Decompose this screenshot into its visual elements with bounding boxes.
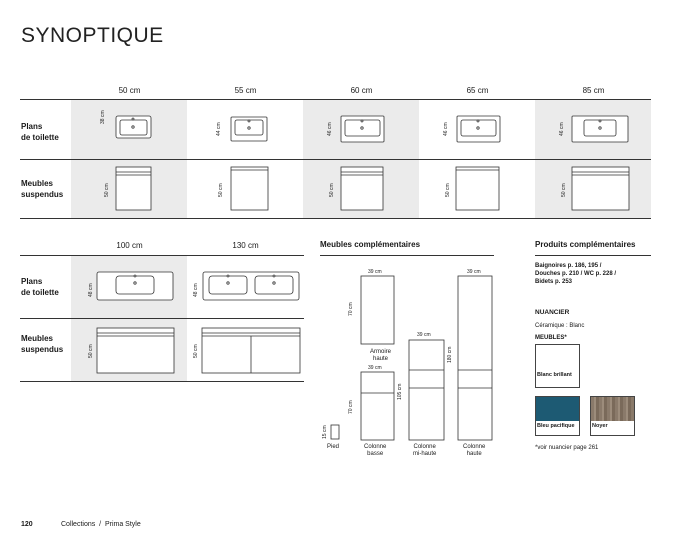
armoire-label: Armoire haute [370,349,392,362]
swatch-bleu-color [536,397,579,421]
haute-label: Colonne haute [463,444,486,457]
swatch-bleu [535,396,580,436]
bottom-row-label-meubles: Meubles suspendus [21,334,64,354]
swatch-bleu-label: Bleu pacifique [537,423,575,429]
ceramique-label: Céramique : Blanc [535,323,585,329]
row-label-meubles: Meubles suspendus [21,179,64,199]
width-85: 85 cm [582,86,605,95]
haute-width: 39 cm [467,269,481,275]
depth-55: 44 cm [216,122,222,136]
swatch-blanc-label: Blanc brillant [537,372,572,378]
swatch-blanc [535,344,580,388]
cab-height-130: 50 cm [193,344,199,358]
armoire-width: 39 cm [368,269,382,275]
width-130: 130 cm [232,241,259,250]
produits-rule [535,255,651,256]
width-55: 55 cm [234,86,257,95]
width-50: 50 cm [118,86,141,95]
colonne-haute [458,276,492,440]
nuancier-title: NUANCIER [535,309,570,316]
cab-height-85: 50 cm [561,183,567,197]
footnote: *voir nuancier page 261 [535,445,599,451]
row-label-plans: Plans de toilette [21,122,59,142]
pied [331,425,339,439]
produits-heading: Produits complémentaires [535,240,636,249]
width-60: 60 cm [350,86,373,95]
armoire-height: 70 cm [348,302,354,316]
depth-50: 38 cm [100,110,106,124]
swatch-noyer [590,396,635,436]
cab-height-100: 50 cm [88,344,94,358]
width-65: 65 cm [466,86,489,95]
produits-refs: Baignoires p. 186, 195 / Douches p. 210 / WC p. 228 / Bidets p. 253 [535,263,617,285]
swatch-noyer-label: Noyer [592,423,608,429]
cab-height-65: 50 cm [445,183,451,197]
cab-height-50: 50 cm [104,183,110,197]
pied-height: 15 cm [322,425,328,439]
mi-width: 39 cm [417,332,431,338]
depth-85: 46 cm [559,122,565,136]
depth-65: 46 cm [443,122,449,136]
cab-height-60: 50 cm [329,183,335,197]
meubles-comp-heading: Meubles complémentaires [320,240,421,249]
depth-100: 48 cm [88,283,94,297]
mi-height: 105 cm [397,383,403,400]
mi-label: Colonne mi-haute [413,444,437,457]
width-100: 100 cm [116,241,143,250]
page-title: SYNOPTIQUE [21,24,164,47]
depth-130: 48 cm [193,283,199,297]
basse-label: Colonne basse [364,444,387,457]
basse-width: 39 cm [368,365,382,371]
colonne-mi-haute [409,340,444,440]
bottom-row-label-plans: Plans de toilette [21,277,59,297]
basse-height: 70 cm [348,400,354,414]
cab-height-55: 50 cm [218,183,224,197]
breadcrumb: Collections / Prima Style [61,521,141,528]
colonne-basse [361,372,394,440]
meubles-label: MEUBLES* [535,335,567,341]
haute-height: 180 cm [447,346,453,363]
page-number: 120 [21,521,33,528]
swatch-noyer-color [591,397,634,421]
depth-60: 46 cm [327,122,333,136]
armoire-haute [361,276,394,344]
pied-label: Pied [327,444,340,450]
